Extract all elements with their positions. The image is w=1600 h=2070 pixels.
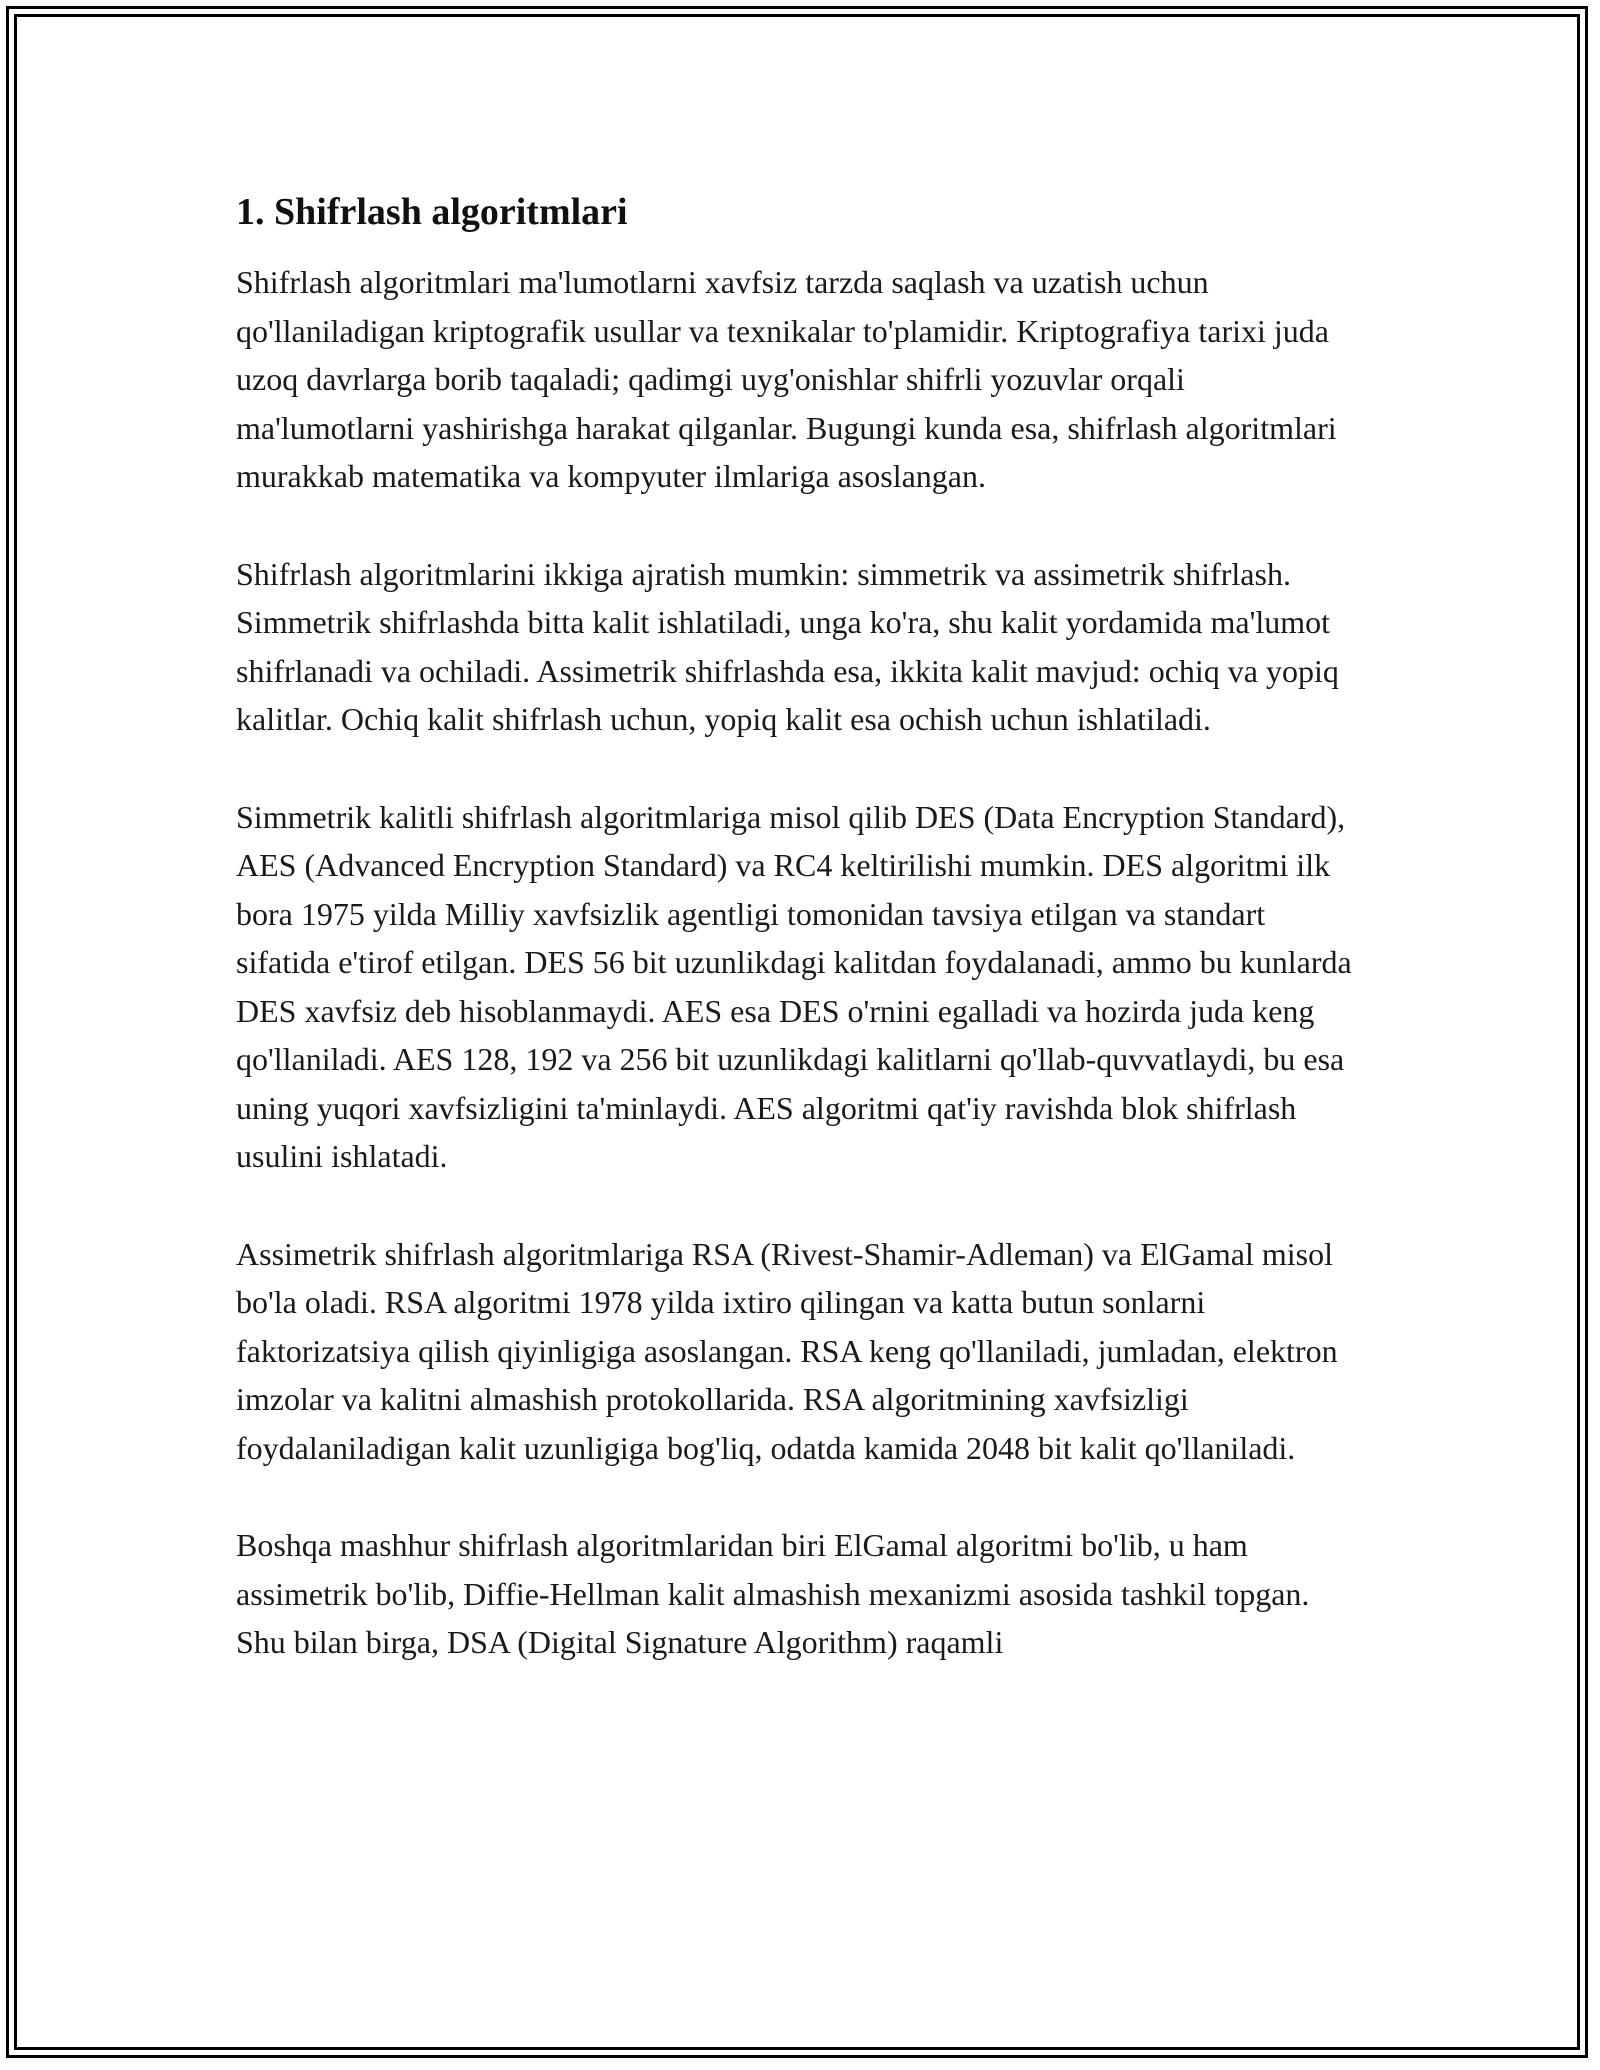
paragraph-intro: Shifrlash algoritmlari ma'lumotlarni xavfsiz tarzda saqlash va uzatish uchun qo'llaniladigan kriptografik usullar va texnikalar to'plamidir. Kriptografiya tarixi juda uzoq davrlarga borib taqaladi; qadimgi uyg'onishlar shifrli yozuvlar orqali ma'lumotlarni yashirishga harakat qilganlar. Bugungi kunda esa, shifrlash algoritmlari murakkab matematika va kompyuter ilmlariga asoslangan. bbox=[236, 264, 1337, 494]
paragraph-types: Shifrlash algoritmlarini ikkiga ajratish mumkin: simmetrik va assimetrik shifrlash. Simmetrik shifrlashda bitta kalit ishlatiladi, unga ko'ra, shu kalit yordamida ma'lumot shifrlanadi va ochiladi. Assimetrik shifrlashda esa, ikkita kalit mavjud: ochiq va yopiq kalitlar. Ochiq kalit shifrlash uchun, yopiq kalit esa ochish uchun ishlatiladi. bbox=[236, 555, 1339, 737]
paragraph-elgamal: Boshqa mashhur shifrlash algoritmlaridan biri ElGamal algoritmi bo'lib, u ham assimetrik bo'lib, Diffie-Hellman kalit almashish mexanizmi asosida tashkil topgan. Shu bilan birga, DSA (Digital Signature Algorithm) raqamli bbox=[236, 1527, 1310, 1660]
paragraph-asymmetric: Assimetrik shifrlash algoritmlariga RSA (Rivest-Shamir-Adleman) va ElGamal misol bo'la oladi. RSA algoritmi 1978 yilda ixtiro qilingan va katta butun sonlarni faktorizatsiya qilish qiyinligiga asoslangan. RSA keng qo'llaniladi, jumladan, elektron imzolar va kalitni almashish protokollarida. RSA algoritmining xavfsizligi foydalaniladigan kalit uzunligiga bog'liq, odatda kamida 2048 bit kalit qo'llaniladi. bbox=[236, 1235, 1338, 1466]
document-body bbox=[236, 186, 1356, 1716]
paragraph-symmetric: Simmetrik kalitli shifrlash algoritmlariga misol qilib DES (Data Encryption Standard), AES (Advanced Encryption Standard) va RC4 keltirilishi mumkin. DES algoritmi ilk bora 1975 yilda Milliy xavfsizlik agentligi tomonidan tavsiya etilgan va standart sifatida e'tirof etilgan. DES 56 bit uzunlikdagi kalitdan foydalanadi, ammo bu kunlarda DES xavfsiz deb hisoblanmaydi. AES esa DES o'rnini egalladi va hozirda juda keng qo'llaniladi. AES 128, 192 va 256 bit uzunlikdagi kalitlarni qo'llab-quvvatlaydi, bu esa uning yuqori xavfsizligini ta'minlaydi. AES algoritmi qat'iy ravishda blok shifrlash usulini ishlatadi. bbox=[236, 798, 1352, 1174]
section-heading: 1. Shifrlash algoritmlari bbox=[236, 191, 628, 233]
